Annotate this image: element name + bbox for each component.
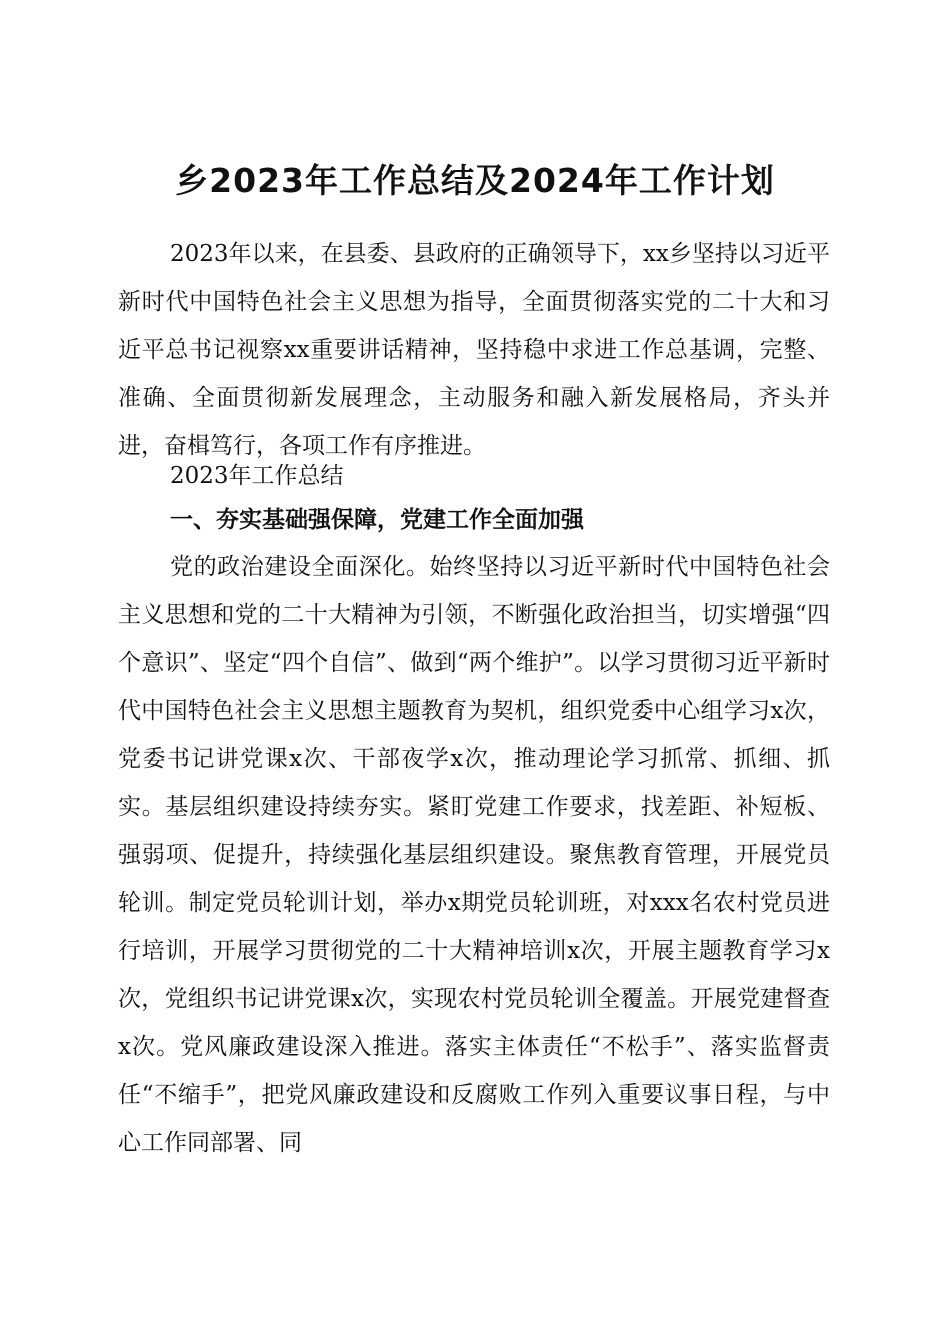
section-1-paragraph: 党的政治建设全面深化。始终坚持以习近平新时代中国特色社会主义思想和党的二十大精神为引领，不断强化政治担当，切实增强“四个意识”、坚定“四个自信”、做到“两个维护”。以学习贯彻习近平新时代中国特色社会主义思想主题教育为契机，组织党委中心组学习x次，党委书记讲党课x次、干部夜学x次，推动理论学习抓常、抓细、抓实。基层组织建设持续夯实。紧盯党建工作要求，找差距、补短板、强弱项、促提升，持续强化基层组织建设。聚焦教育管理，开展党员轮训。制定党员轮训计划，举办x期党员轮训班，对xxx名农村党员进行培训，开展学习贯彻党的二十大精神培训x次，开展主题教育学习x次，党组织书记讲党课x次，实现农村党员轮训全覆盖。开展党建督查x次。党风廉政建设深入推进。落实主体责任“不松手”、落实监督责任“不缩手”，把党风廉政建设和反腐败工作列入重要议事日程，与中心工作同部署、同 xyxy=(118,554,830,1156)
summary-subheading: 2023年工作总结 xyxy=(170,463,344,489)
document-title: 乡2023年工作总结及2024年工作计划 xyxy=(175,161,775,201)
section-1-heading: 一、夯实基础强保障，党建工作全面加强 xyxy=(170,507,584,533)
intro-paragraph: 2023年以来，在县委、县政府的正确领导下，xx乡坚持以习近平新时代中国特色社会主义思想为指导，全面贯彻落实党的二十大和习近平总书记视察xx重要讲话精神，坚持稳中求进工作总基调，完整、准确、全面贯彻新发展理念，主动服务和融入新发展格局，齐头并进，奋楫笃行，各项工作有序推进。 xyxy=(118,241,830,459)
